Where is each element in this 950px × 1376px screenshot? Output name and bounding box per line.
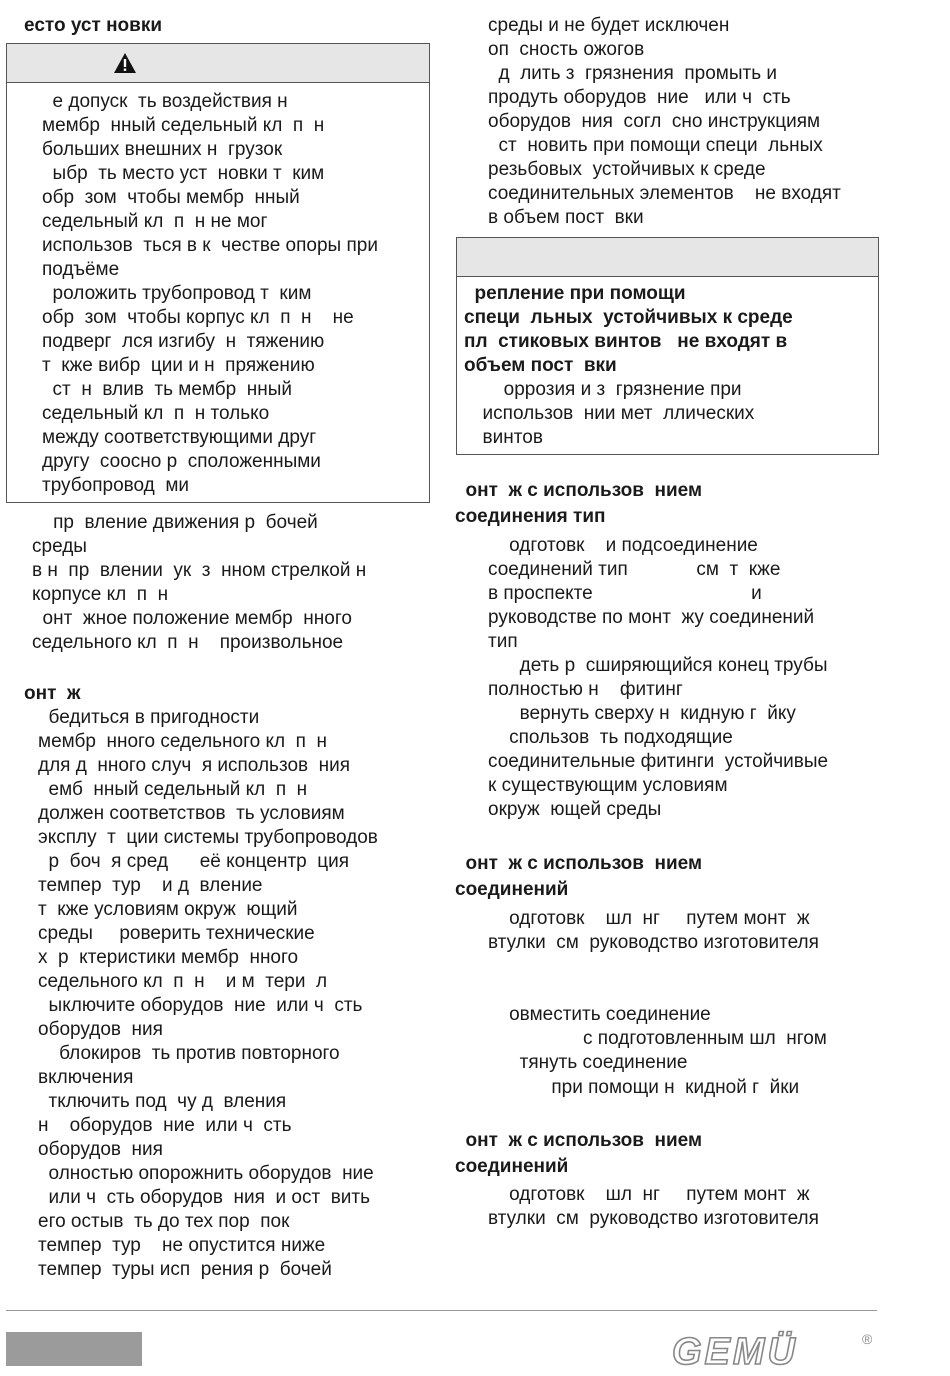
text-line: х р ктеристики мембр нного bbox=[38, 947, 299, 968]
text-line: одготовк шл нг путем монт ж bbox=[488, 1184, 810, 1205]
text-line: среды и не будет исключен bbox=[488, 15, 730, 36]
warning-line: больших внешних н грузок bbox=[42, 139, 283, 160]
note-box-header bbox=[456, 237, 879, 277]
text-line: тянуть соединение bbox=[488, 1052, 688, 1073]
text-line: седельного кл п н и м тери л bbox=[38, 971, 328, 992]
text-line: т кже условиям окруж ющий bbox=[38, 899, 298, 920]
warning-line: мембр нный седельный кл п н bbox=[42, 115, 325, 136]
warning-line: другу соосно р сположенными bbox=[42, 451, 321, 472]
section-title-montage: онт ж bbox=[24, 683, 81, 704]
text-line: темпер тур и д вление bbox=[38, 875, 263, 896]
text-line: соединительные фитинги устойчивые bbox=[488, 751, 829, 772]
text-line: олностью опорожнить оборудов ние bbox=[38, 1163, 374, 1184]
svg-text:GEMÜ: GEMÜ bbox=[672, 1331, 798, 1370]
text-line: резьбовых устойчивых к среде bbox=[488, 159, 766, 180]
text-line: соединений тип см т кже bbox=[488, 559, 781, 580]
footer-divider bbox=[6, 1310, 877, 1311]
text-line: в н пр влении ук з нном стрелкой н bbox=[32, 560, 367, 581]
text-line: седельного кл п н произвольное bbox=[32, 632, 344, 653]
text-line: для д нного случ я использов ния bbox=[38, 755, 351, 776]
section-title: онт ж с использов нием bbox=[455, 480, 703, 501]
text-line: руководстве по монт жу соединений bbox=[488, 607, 815, 628]
svg-text:®: ® bbox=[862, 1331, 873, 1347]
text-line: ст новить при помощи специ льных bbox=[488, 135, 823, 156]
note-bold-line: пл стиковых винтов не входят в bbox=[464, 331, 788, 352]
warning-line: трубопровод ми bbox=[42, 475, 189, 496]
warning-line: седельный кл п н не мог bbox=[42, 211, 268, 232]
page-number-bar bbox=[6, 1332, 142, 1366]
text-line: должен соответствов ть условиям bbox=[38, 803, 345, 824]
text-line: ыключите оборудов ние или ч сть bbox=[38, 995, 363, 1016]
warning-line: ыбр ть место уст новки т ким bbox=[42, 163, 325, 184]
note-line: винтов bbox=[472, 427, 543, 448]
text-line: полностью н фитинг bbox=[488, 679, 683, 700]
text-line: включения bbox=[38, 1067, 134, 1088]
text-line: оборудов ния bbox=[38, 1019, 163, 1040]
text-line: мембр нного седельного кл п н bbox=[38, 731, 327, 752]
text-line: при помощи н кидной г йки bbox=[488, 1077, 800, 1098]
section-title-installation-place: есто уст новки bbox=[24, 15, 163, 36]
text-line: тключить под чу д вления bbox=[38, 1091, 287, 1112]
warning-line: подверг лся изгибу н тяжению bbox=[42, 331, 325, 352]
warning-line: седельный кл п н только bbox=[42, 403, 270, 424]
text-line: среды bbox=[32, 536, 87, 557]
note-bold-line: специ льных устойчивых к среде bbox=[464, 307, 793, 328]
text-line: его остыв ть до тех пор пок bbox=[38, 1211, 290, 1232]
text-line: продуть оборудов ние или ч сть bbox=[488, 87, 791, 108]
text-line: темпер туры исп рения р бочей bbox=[38, 1259, 332, 1280]
text-line: окруж ющей среды bbox=[488, 799, 662, 820]
text-line: пр вление движения р бочей bbox=[32, 512, 318, 533]
text-line: вернуть сверху н кидную г йку bbox=[488, 703, 796, 724]
section-title: онт ж с использов нием bbox=[455, 853, 703, 874]
section-title: соединений bbox=[455, 879, 569, 900]
text-line: н оборудов ние или ч сть bbox=[38, 1115, 292, 1136]
text-line: оборудов ния bbox=[38, 1139, 163, 1160]
warning-line: подъёме bbox=[42, 259, 120, 280]
warning-line: использов ться в к честве опоры при bbox=[42, 235, 378, 256]
note-line: оррозия и з грязнение при bbox=[472, 379, 742, 400]
text-line: р боч я сред её концентр ция bbox=[38, 851, 350, 872]
text-line: в объем пост вки bbox=[488, 207, 644, 228]
warning-line: обр зом чтобы корпус кл п н не bbox=[42, 307, 354, 328]
text-line: деть р сширяющийся конец трубы bbox=[488, 655, 828, 676]
text-line: емб нный седельный кл п н bbox=[38, 779, 308, 800]
text-line: темпер тур не опустится ниже bbox=[38, 1235, 326, 1256]
note-line: использов нии мет ллических bbox=[472, 403, 755, 424]
gemu-logo-mark bbox=[672, 1330, 882, 1370]
warning-box-header bbox=[6, 43, 430, 83]
text-line: соединительных элементов не входят bbox=[488, 183, 841, 204]
text-line: среды роверить технические bbox=[38, 923, 315, 944]
warning-line: обр зом чтобы мембр нный bbox=[42, 187, 300, 208]
text-line: или ч сть оборудов ния и ост вить bbox=[38, 1187, 371, 1208]
text-line: оп сность ожогов bbox=[488, 39, 645, 60]
text-line: корпусе кл п н bbox=[32, 584, 169, 605]
text-line: бедиться в пригодности bbox=[38, 707, 260, 728]
section-title: онт ж с использов нием bbox=[455, 1130, 703, 1151]
warning-line: между соответствующими друг bbox=[42, 427, 317, 448]
gemu-logo bbox=[672, 1330, 882, 1370]
text-line: эксплу т ции системы трубопроводов bbox=[38, 827, 378, 848]
warning-line: е допуск ть воздействия н bbox=[42, 91, 288, 112]
text-line: к существующим условиям bbox=[488, 775, 728, 796]
note-bold-line: объем пост вки bbox=[464, 355, 617, 376]
text-line: спользов ть подходящие bbox=[488, 727, 733, 748]
text-line: втулки см руководство изготовителя bbox=[488, 932, 819, 953]
text-line: д лить з грязнения промыть и bbox=[488, 63, 777, 84]
text-line: тип bbox=[488, 631, 518, 652]
note-bold-line: репление при помощи bbox=[464, 283, 686, 304]
text-line: в проспекте и bbox=[488, 583, 762, 604]
warning-line: ст н влив ть мембр нный bbox=[42, 379, 292, 400]
section-title: соединения тип bbox=[455, 506, 606, 527]
text-line: втулки см руководство изготовителя bbox=[488, 1208, 819, 1229]
section-title: соединений bbox=[455, 1156, 569, 1177]
warning-line: т кже вибр ции и н пряжению bbox=[42, 355, 315, 376]
text-line: одготовк и подсоединение bbox=[488, 535, 758, 556]
text-line: оборудов ния согл сно инструкциям bbox=[488, 111, 821, 132]
text-line: одготовк шл нг путем монт ж bbox=[488, 908, 810, 929]
text-line: с подготовленным шл нгом bbox=[488, 1028, 827, 1049]
warning-line: роложить трубопровод т ким bbox=[42, 283, 312, 304]
text-line: овместить соединение bbox=[488, 1004, 711, 1025]
text-line: онт жное положение мембр нного bbox=[32, 608, 352, 629]
warning-triangle-icon bbox=[113, 52, 137, 74]
text-line: блокиров ть против повторного bbox=[38, 1043, 340, 1064]
